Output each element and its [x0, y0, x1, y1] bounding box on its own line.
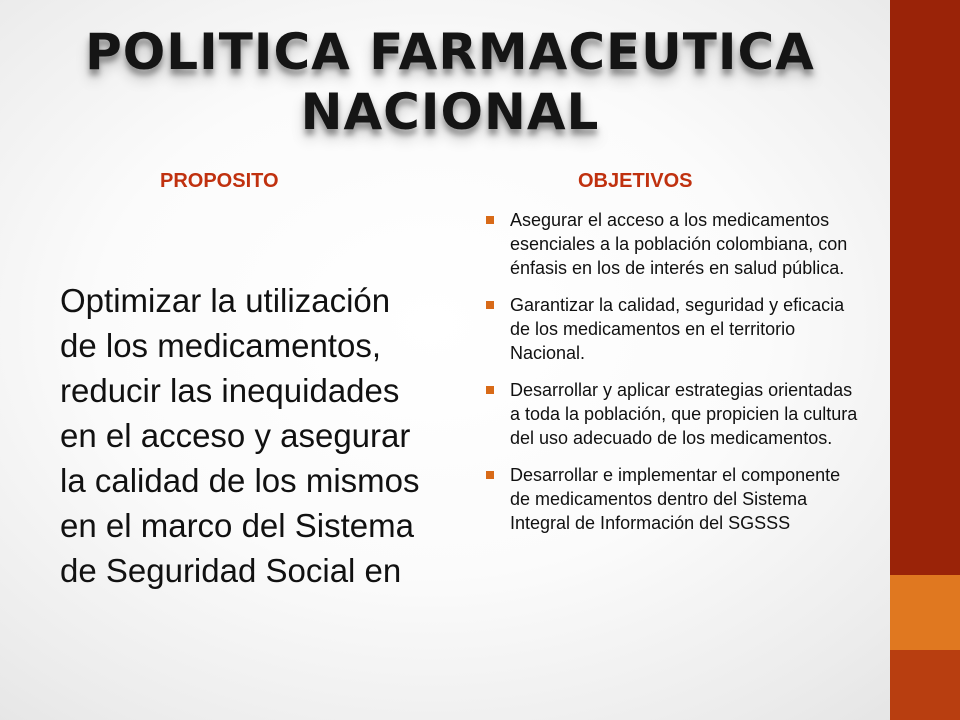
objectives-list	[480, 208, 860, 548]
sidebar-orange-band	[890, 575, 960, 650]
slide-title: POLITICA FARMACEUTICA NACIONAL	[85, 23, 815, 141]
objective-item	[480, 463, 860, 535]
objective-text: Desarrollar e implementar el componente de medicamentos dentro del Sistema Integral de Información del SGSSS	[510, 465, 841, 533]
proposito-heading: PROPOSITO	[160, 170, 279, 192]
objective-text: Desarrollar y aplicar estrategias orientadas a toda la población, que propicien la cultura del uso adecuado de los medicamentos.	[510, 380, 858, 448]
sidebar-red-band	[890, 650, 960, 720]
objective-item	[480, 208, 860, 280]
decorative-sidebar	[890, 0, 960, 720]
objective-item	[480, 293, 860, 365]
square-bullet-icon	[486, 386, 494, 394]
purpose-text: Optimizar la utilización de los medicamentos, reducir las inequidades en el acceso y asegurar la calidad de los mismos en el marco del Sistema de Seguridad Social en	[60, 282, 420, 589]
sidebar-dark-band	[890, 0, 960, 575]
objetivos-heading: OBJETIVOS	[578, 170, 693, 192]
objective-text: Garantizar la calidad, seguridad y eficacia de los medicamentos en el territorio Nacional.	[510, 295, 845, 363]
objective-text: Asegurar el acceso a los medicamentos esenciales a la población colombiana, con énfasis en los de interés en salud pública.	[510, 210, 848, 278]
objective-item	[480, 378, 860, 450]
square-bullet-icon	[486, 471, 494, 479]
square-bullet-icon	[486, 301, 494, 309]
square-bullet-icon	[486, 216, 494, 224]
